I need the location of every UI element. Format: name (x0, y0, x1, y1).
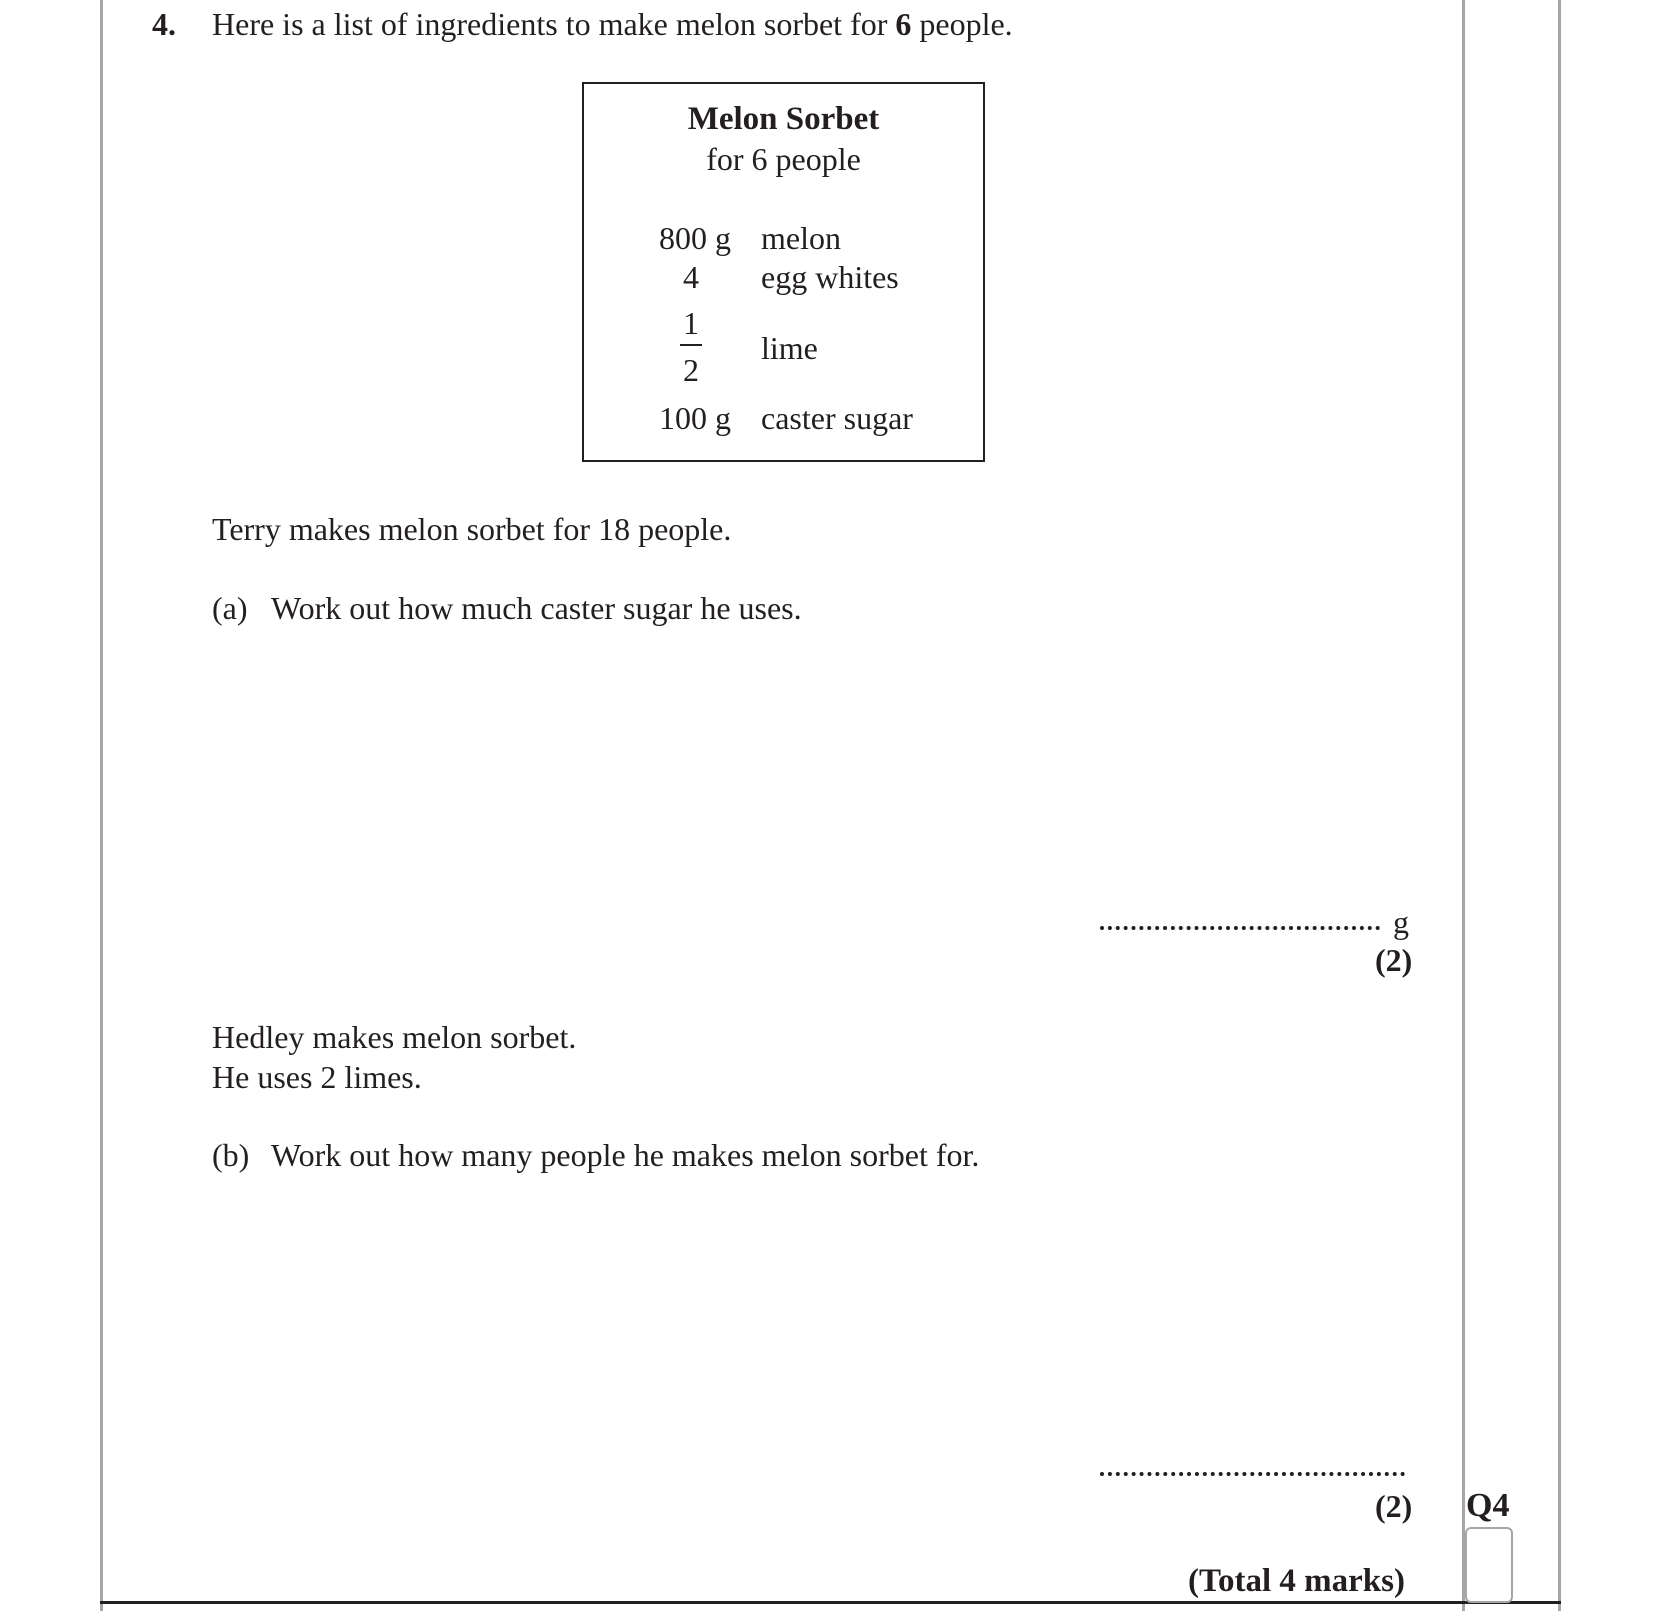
part-a-answer-unit: g (1393, 904, 1409, 940)
right-margin-line (1462, 0, 1465, 1611)
part-b-prompt: Work out how many people he makes melon sorbet for. (271, 1137, 980, 1173)
outer-margin-line (1558, 0, 1561, 1611)
ingredient-name: lime (761, 330, 818, 366)
recipe-subtitle: for 6 people (706, 141, 861, 177)
question-end-rule (100, 1601, 1561, 1604)
fraction-denominator: 2 (683, 352, 699, 388)
left-margin-line (100, 0, 103, 1611)
fraction-numerator: 1 (683, 305, 699, 341)
ingredient-name: melon (761, 220, 841, 256)
intro-people-count: 6 (895, 6, 912, 42)
recipe-title: Melon Sorbet (687, 101, 880, 137)
question-number: 4. (152, 6, 176, 42)
part-b-answer-line[interactable] (1100, 1472, 1405, 1476)
total-marks: (Total 4 marks) (1188, 1563, 1405, 1599)
examiner-mark-box[interactable] (1465, 1527, 1513, 1603)
part-a-label: (a) (212, 590, 248, 626)
part-a-prompt: Work out how much caster sugar he uses. (271, 590, 802, 626)
ingredient-amount: 800 g (659, 220, 731, 256)
ingredient-name: caster sugar (761, 400, 913, 436)
part-a-marks: (2) (1375, 942, 1413, 978)
part-b-context-line1: Hedley makes melon sorbet. (212, 1019, 577, 1055)
question-intro (212, 8, 1013, 40)
ingredient-name: egg whites (761, 259, 899, 295)
intro-text-after: people. (911, 6, 1013, 42)
part-a-context: Terry makes melon sorbet for 18 people. (212, 511, 732, 547)
part-b-marks: (2) (1375, 1488, 1413, 1524)
part-b-context-line2: He uses 2 limes. (212, 1059, 422, 1095)
fraction-bar (680, 344, 702, 346)
intro-text-before: Here is a list of ingredients to make melon sorbet for (212, 6, 896, 42)
part-b-label: (b) (212, 1137, 250, 1173)
part-a-answer-line[interactable] (1100, 926, 1380, 930)
ingredient-amount: 100 g (659, 400, 731, 436)
question-tag: Q4 (1466, 1487, 1510, 1524)
ingredient-amount: 4 (683, 259, 699, 295)
